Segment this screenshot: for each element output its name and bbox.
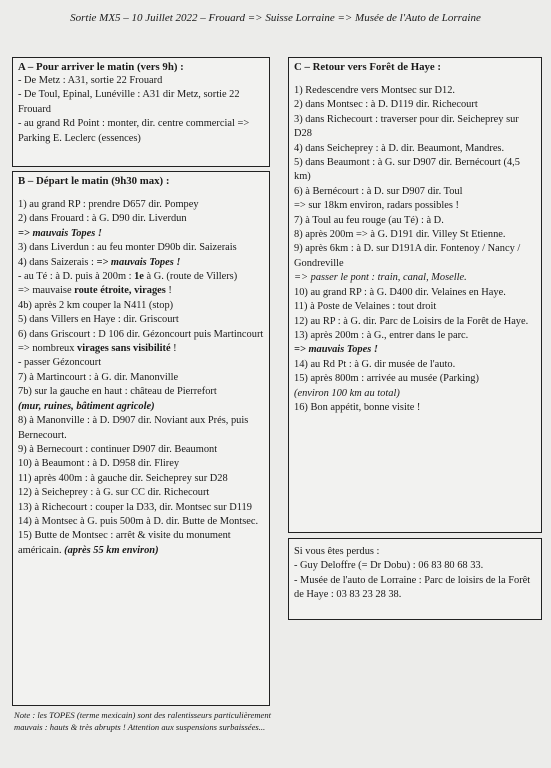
route-step: 8) à Manonville : à D. D907 dir. Noviant aux Prés, puis Bernecourt. [18, 415, 249, 441]
route-step: 15) Butte de Montsec : arrêt & visite du monument américain. (après 55 km environ) [18, 530, 231, 556]
route-note: (mur, ruines, bâtiment agricole) [18, 400, 155, 412]
route-step: 7b) sur la gauche en haut : château de Pierrefort [18, 386, 217, 398]
section-a-line: - au grand Rd Point : monter, dir. centre commercial => Parking E. Leclerc (essences) [18, 118, 250, 144]
warning-line: => mauvais Topes ! [18, 227, 102, 239]
route-step: 11) après 400m : à gauche dir. Seicheprey sur D28 [18, 472, 228, 484]
route-step: 1) au grand RP : prendre D657 dir. Pompey [18, 199, 199, 210]
route-step: 9) à Bernecourt : continuer D907 dir. Beaumont [18, 443, 218, 455]
route-step: 13) à Richecourt : couper la D33, dir. Montsec sur D119 [18, 501, 252, 513]
route-step: 10) à Beaumont : à D. D958 dir. Flirey [18, 458, 180, 470]
route-step: 13) après 200m : à G., entrer dans le parc. [294, 329, 469, 341]
warning-line: => mauvaise route étroite, virages ! [18, 285, 172, 297]
route-step: - passer Gézoncourt [18, 357, 102, 369]
route-step: 5) dans Beaumont : à G. sur D907 dir. Bernécourt (4,5 km) [294, 157, 520, 183]
route-step: 6) à Bernécourt : à D. sur D907 dir. Toul [294, 185, 463, 197]
route-note: (environ 100 km au total) [294, 387, 400, 399]
route-step: 8) après 200m => à G. D191 dir. Villey St Etienne. [294, 229, 506, 241]
document-title: Sortie MX5 – 10 Juillet 2022 – Frouard => Suisse Lorraine => Musée de l'Auto de Lorraine [70, 12, 481, 24]
route-step: 7) à Martincourt : à G. dir. Manonville [18, 371, 179, 383]
section-c-box [288, 57, 542, 533]
route-step: 4) dans Seicheprey : à D. dir. Beaumont, Mandres. [294, 142, 505, 154]
route-step: 15) après 800m : arrivée au musée (Parking) [294, 373, 479, 385]
warning-line: => sur 18km environ, radars possibles ! [294, 200, 459, 212]
warning-line: => nombreux virages sans visibilité ! [18, 343, 177, 355]
section-b-box [12, 171, 270, 706]
route-step: - au Té : à D. puis à 200m : 1e à G. (route de Villers) [18, 271, 238, 283]
route-step: 2) dans Montsec : à D. D119 dir. Richecourt [294, 99, 478, 111]
contact-line: - Musée de l'auto de Lorraine : Parc de loisirs de la Forêt de Haye : 03 83 23 28 38. [294, 574, 531, 601]
route-step: 6) dans Griscourt : D 106 dir. Gézoncourt puis Martincourt [18, 328, 264, 340]
warning-line: => mauvais Topes ! [294, 344, 378, 356]
route-step: 10) au grand RP : à G. D400 dir. Velaines en Haye. [294, 286, 506, 298]
route-step: 2) dans Frouard : à G. D90 dir. Liverdun [18, 213, 187, 225]
route-step: 16) Bon appétit, bonne visite ! [294, 401, 421, 413]
route-step: 12) au RP : à G. dir. Parc de Loisirs de la Forêt de Haye. [294, 315, 529, 327]
topes-note: Note : les TOPES (terme mexicain) sont des ralentisseurs particulièrement mauvais : hauts & très abrupts ! Attention aux suspensions surbaissées... [14, 710, 272, 732]
route-step: 9) après 6km : à D. sur D191A dir. Fontenoy / Nancy / Gondreville [294, 243, 521, 269]
route-step: 3) dans Richecourt : traverser pour dir. Seicheprey sur D28 [294, 113, 519, 140]
route-step: 3) dans Liverdun : au feu monter D90b dir. Saizerais [18, 242, 237, 254]
section-a-line: - De Toul, Epinal, Lunéville : A31 dir Metz, sortie 22 Frouard [18, 89, 240, 115]
section-b-heading: B – Départ le matin (9h30 max) : [18, 175, 170, 187]
route-step: 1) Redescendre vers Montsec sur D12. [294, 85, 456, 96]
route-step: 4) dans Saizerais : => mauvais Topes ! [18, 256, 181, 268]
route-step: 11) à Poste de Velaines : tout droit [294, 301, 437, 313]
route-step: 14) à Montsec à G. puis 500m à D. dir. Butte de Montsec. [18, 515, 259, 527]
route-step: 12) à Seicheprey : à G. sur CC dir. Richecourt [18, 487, 210, 499]
contacts-intro: Si vous êtes perdus : [294, 546, 380, 557]
section-a-box [12, 57, 270, 167]
route-step: 7) à Toul au feu rouge (au Té) : à D. [294, 214, 444, 226]
section-a-heading: A – Pour arriver le matin (vers 9h) : [18, 61, 184, 73]
contacts-box [288, 538, 542, 620]
route-step: 5) dans Villers en Haye : dir. Griscourt [18, 314, 179, 326]
route-step: 4b) après 2 km couper la N411 (stop) [18, 299, 174, 311]
route-note: => passer le pont : train, canal, Moselle. [294, 272, 467, 284]
section-a-line: - De Metz : A31, sortie 22 Frouard [18, 75, 163, 86]
section-c-heading: C – Retour vers Forêt de Haye : [294, 61, 442, 73]
route-step: 14) au Rd Pt : à G. dir musée de l'auto. [294, 358, 456, 370]
contact-line: - Guy Deloffre (= Dr Dobu) : 06 83 80 68 33. [294, 560, 484, 572]
